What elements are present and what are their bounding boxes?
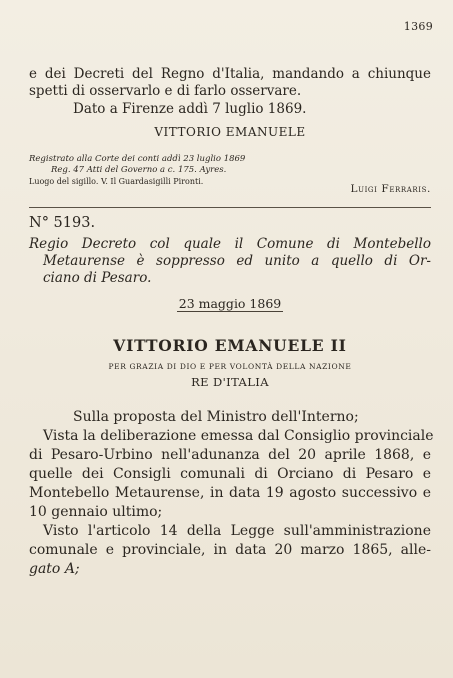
title-line: ciano di Pesaro.	[43, 270, 152, 286]
title-line: Metaurense è soppresso ed unito a quello di Or-	[43, 253, 431, 269]
title-line-text: Regio Decreto col quale il Comune di Montebello	[29, 236, 431, 252]
body-line: Montebello Metaurense, in data 19 agosto successivo e	[29, 485, 431, 501]
section-divider	[29, 207, 431, 208]
decree-title	[29, 236, 431, 287]
body-line: 10 gennaio ultimo;	[29, 504, 163, 520]
title-line	[29, 236, 431, 253]
text-line: spetti di osservarlo e di farlo osservare.	[29, 83, 302, 99]
decree-body	[29, 408, 434, 579]
text-line: e dei Decreti del Regno d'Italia, mandando a chiunque	[29, 66, 431, 82]
grace-line: PER GRAZIA DI DIO E PER VOLONTÀ DELLA NAZIONE	[108, 362, 352, 371]
body-line: Visto l'articolo 14 della Legge sull'amministrazione	[43, 523, 431, 539]
registration-line: Reg. 47 Atti del Governo a c. 175. Ayres.	[51, 165, 227, 175]
countersignature	[29, 183, 431, 195]
decree-date	[29, 296, 431, 312]
body-line: gato A;	[29, 561, 80, 577]
king-heading: VITTORIO EMANUELE II	[113, 336, 347, 355]
body-line: di Pesaro-Urbino nell'adunanza del 20 aprile 1868, e	[29, 447, 431, 463]
re-line: RE D'ITALIA	[191, 375, 269, 389]
body-line: comunale e provinciale, in data 20 marzo 1865, alle-	[29, 542, 431, 558]
decree-number: N° 5193.	[29, 215, 96, 231]
decree-date-text: 23 maggio 1869	[178, 296, 282, 311]
dated-line: Dato a Firenze addì 7 luglio 1869.	[73, 101, 307, 117]
closing-paragraph	[29, 66, 431, 118]
king-signature: VITTORIO EMANUELE	[154, 125, 306, 139]
page-number: 1369	[403, 20, 433, 33]
body-line: quelle dei Consigli comunali di Orciano di Pesaro e	[29, 466, 431, 482]
countersignature-text: Luigi Ferraris.	[350, 183, 431, 195]
body-line: Vista la deliberazione emessa dal Consiglio provinciale	[43, 428, 434, 444]
seal-line: Luogo del sigillo. V. Il Guardasigilli Pironti.	[29, 177, 204, 186]
body-line: Sulla proposta del Ministro dell'Interno;	[73, 409, 359, 425]
registration-line: Registrato alla Corte dei conti addì 23 luglio 1869	[29, 154, 246, 164]
